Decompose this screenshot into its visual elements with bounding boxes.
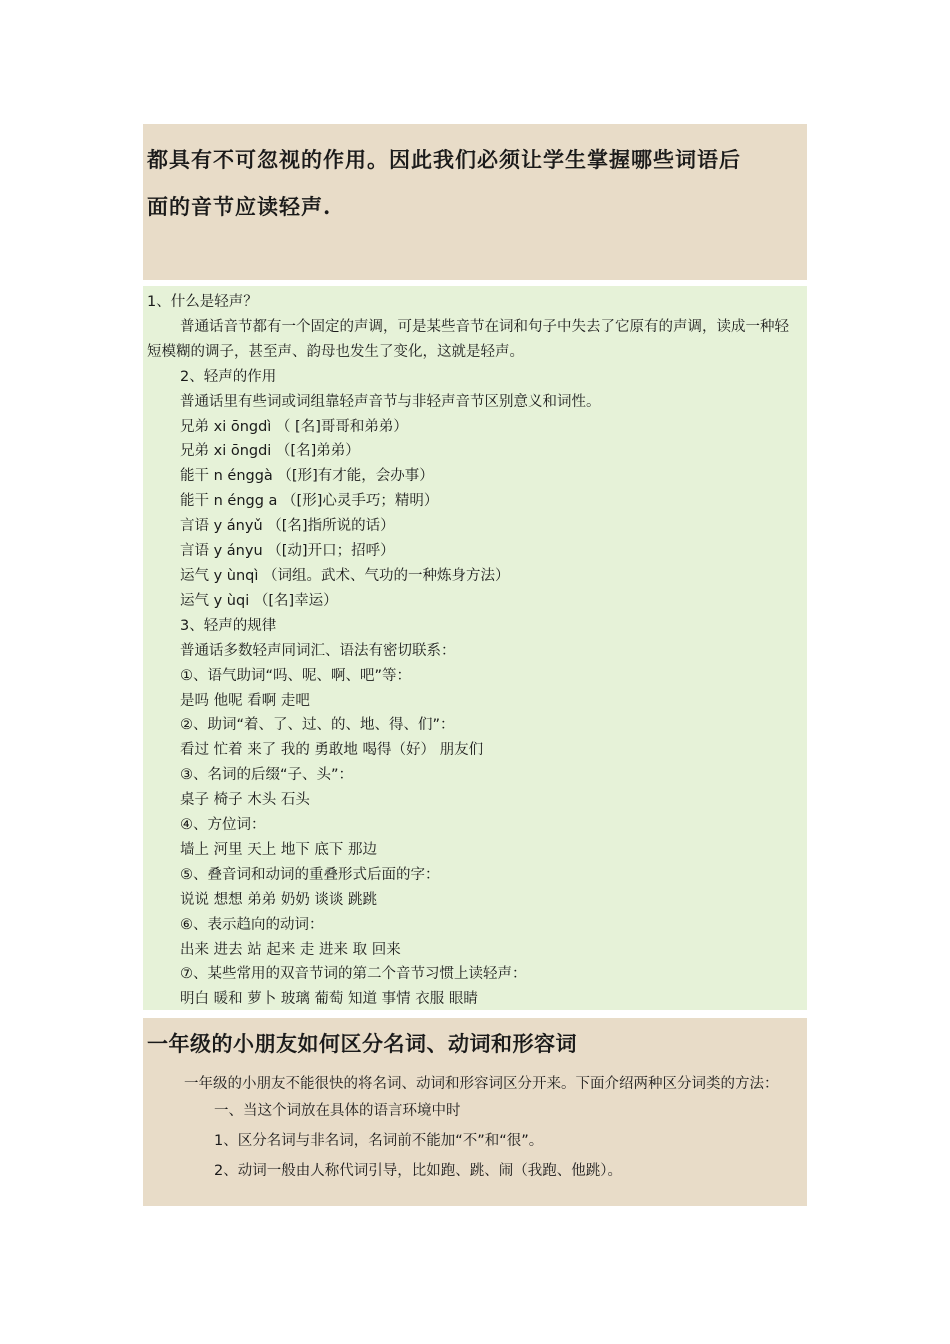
heading-rules: 3、轻声的规律: [180, 617, 277, 634]
method-item: 2、动词一般由人称代词引导，比如跑、跳、闹（我跑、他跳）。: [214, 1163, 622, 1179]
rule-line: 明白 暖和 萝卜 玻璃 葡萄 知道 事情 衣服 眼睛: [180, 991, 478, 1008]
example-item: 言语 y ányu （[动]开口；招呼）: [180, 543, 395, 560]
top-text-box: [143, 124, 807, 280]
intro-paragraph: 一年级的小朋友不能很快的将名词、动词和形容词区分开来。下面介绍两种区分词类的方法：: [184, 1076, 779, 1092]
neutral-tone-section: [143, 286, 807, 1010]
rule-line: ⑤、叠音词和动词的重叠形式后面的字：: [180, 866, 440, 883]
rule-line: ②、助词“着、了、过、的、地、得、们”：: [180, 717, 455, 734]
example-item: 运气 y ùnqì （词组。武术、气功的一种炼身方法）: [180, 567, 510, 584]
rule-line: ⑦、某些常用的双音节词的第二个音节习惯上读轻声：: [180, 966, 527, 983]
example-item: 能干 n éngg a （[形]心灵手巧；精明）: [180, 493, 439, 510]
method-item: 1、区分名词与非名词，名词前不能加“不”和“很”。: [214, 1133, 544, 1149]
rule-line: ①、语气助词“吗、呢、啊、吧”等：: [180, 667, 412, 684]
section-title: 一年级的小朋友如何区分名词、动词和形容词: [147, 1032, 577, 1056]
rule-line: 是吗 他呢 看啊 走吧: [180, 692, 310, 709]
rule-line: 墙上 河里 天上 地下 底下 那边: [180, 841, 378, 858]
top-text-line-2: 面的音节应读轻声.: [147, 194, 332, 219]
rule-line: 看过 忙着 来了 我的 勇敢地 喝得（好） 朋友们: [180, 742, 484, 759]
rule-line: ③、名词的后缀“子、头”：: [180, 767, 354, 784]
function-paragraph: 普通话里有些词或词组靠轻声音节与非轻声音节区别意义和词性。: [180, 393, 601, 410]
heading-what-is-neutral-tone: 1、什么是轻声？: [147, 294, 258, 310]
example-item: 兄弟 xi ōngdi （[名]弟弟）: [180, 443, 360, 460]
example-item: 言语 y ányǔ （[名]指所说的话）: [180, 518, 395, 535]
rule-line: 普通话多数轻声同词汇、语法有密切联系：: [180, 642, 456, 659]
example-item: 运气 y ùqi （[名]幸运）: [180, 592, 338, 609]
rule-line: 出来 进去 站 起来 走 进来 取 回来: [180, 941, 401, 958]
definition-paragraph: 普通话音节都有一个固定的声调，可是某些音节在词和句子中失去了它原有的声调，读成一种轻短模糊的调子，甚至声、韵母也发生了变化，这就是轻声。: [147, 318, 789, 360]
rule-line: 桌子 椅子 木头 石头: [180, 792, 310, 809]
heading-function: 2、轻声的作用: [180, 368, 277, 385]
example-item: 兄弟 xi ōngdì （ [名]哥哥和弟弟）: [180, 418, 408, 435]
method-item: 一、当这个词放在具体的语言环境中时: [214, 1103, 461, 1119]
top-text-line-1: 都具有不可忽视的作用。因此我们必须让学生掌握哪些词语后: [147, 147, 741, 172]
rule-line: ④、方位词：: [180, 817, 266, 834]
rule-line: ⑥、表示趋向的动词：: [180, 916, 324, 933]
rule-line: 说说 想想 弟弟 奶奶 谈谈 跳跳: [180, 891, 378, 908]
example-item: 能干 n énggà （[形]有才能，会办事）: [180, 468, 434, 485]
word-class-section: [143, 1018, 807, 1206]
